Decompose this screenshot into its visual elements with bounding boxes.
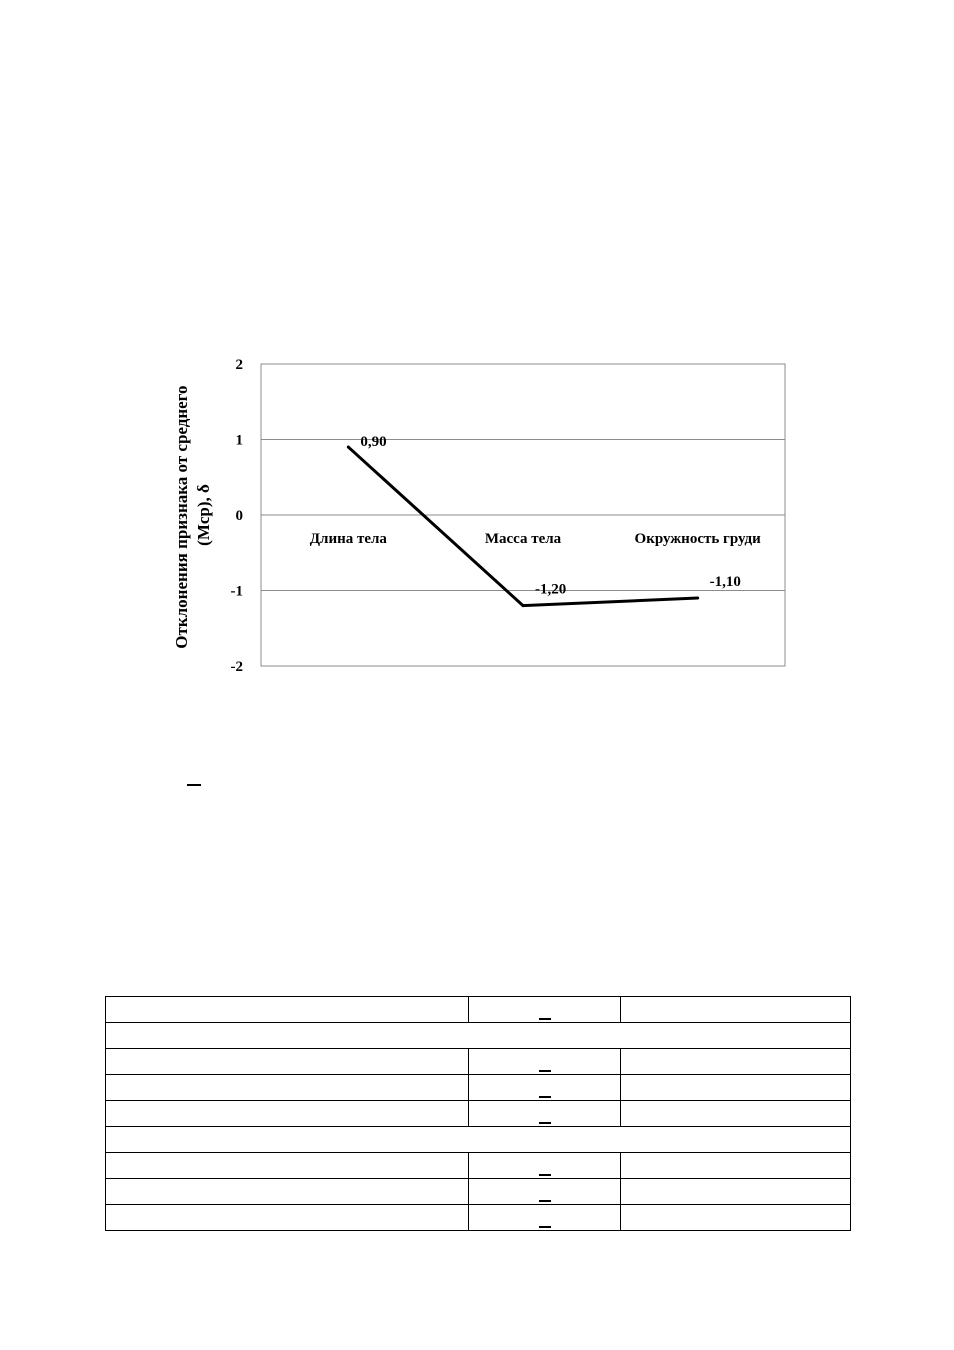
- data-labels: [360, 434, 741, 598]
- table-cell: [621, 1101, 851, 1127]
- table-row: [106, 1049, 851, 1075]
- table-cell: [469, 1205, 621, 1231]
- table-row: [106, 1101, 851, 1127]
- y-tick-label: -1: [230, 583, 243, 600]
- data-label: 0,90: [360, 434, 387, 451]
- table-cell: [469, 997, 621, 1023]
- category-label: Длина тела: [309, 531, 387, 547]
- dash-mark: [539, 1174, 551, 1176]
- y-axis-title-line2: (Мср), δ: [194, 484, 213, 546]
- table-cell: [469, 1179, 621, 1205]
- table-cell: [106, 1075, 469, 1101]
- dash-mark: [539, 1200, 551, 1202]
- y-tick-label: -2: [230, 659, 243, 675]
- table-cell: [469, 1153, 621, 1179]
- category-labels: [310, 531, 761, 547]
- table-section-cell: [106, 1023, 851, 1049]
- dash-mark: [539, 1226, 551, 1228]
- y-axis-title-line1: Отклонения признака от среднего: [172, 385, 191, 649]
- y-tick-label: 2: [235, 357, 243, 373]
- dash-mark: [539, 1096, 551, 1098]
- y-tick-label: 1: [235, 432, 243, 449]
- y-tick-label: 0: [235, 508, 243, 524]
- data-table: [105, 996, 851, 1231]
- data-point: [696, 597, 699, 600]
- table-cell: [106, 997, 469, 1023]
- gridlines: [261, 440, 785, 591]
- dash-mark: [187, 784, 201, 786]
- table-cell: [621, 997, 851, 1023]
- table-section-row: [106, 1127, 851, 1153]
- category-label: Масса тела: [484, 531, 562, 547]
- y-tick-labels: [231, 357, 244, 675]
- data-label: -1,10: [709, 574, 741, 591]
- category-label: Окружность груди: [634, 531, 761, 547]
- table-cell: [469, 1049, 621, 1075]
- table-cell: [106, 1205, 469, 1231]
- table-section-cell: [106, 1127, 851, 1153]
- table-row: [106, 1179, 851, 1205]
- table-cell: [621, 1075, 851, 1101]
- data-label: -1,20: [535, 581, 567, 598]
- table-section-row: [106, 1023, 851, 1049]
- table-cell: [106, 1179, 469, 1205]
- dash-mark: [539, 1018, 551, 1020]
- table-cell: [621, 1049, 851, 1075]
- table-row: [106, 1075, 851, 1101]
- table-cell: [106, 1049, 469, 1075]
- series: [347, 446, 699, 608]
- y-axis-title: [172, 381, 213, 648]
- data-point: [347, 446, 350, 449]
- table-row: [106, 997, 851, 1023]
- data-point: [522, 604, 525, 607]
- table-cell: [469, 1075, 621, 1101]
- table-cell: [106, 1153, 469, 1179]
- table-cell: [469, 1101, 621, 1127]
- table-cell: [621, 1179, 851, 1205]
- dash-mark: [539, 1070, 551, 1072]
- table-row: [106, 1205, 851, 1231]
- table-cell: [621, 1205, 851, 1231]
- dash-mark: [539, 1122, 551, 1124]
- table-cell: [106, 1101, 469, 1127]
- series-line: [348, 447, 697, 606]
- table-cell: [621, 1153, 851, 1179]
- table-row: [106, 1153, 851, 1179]
